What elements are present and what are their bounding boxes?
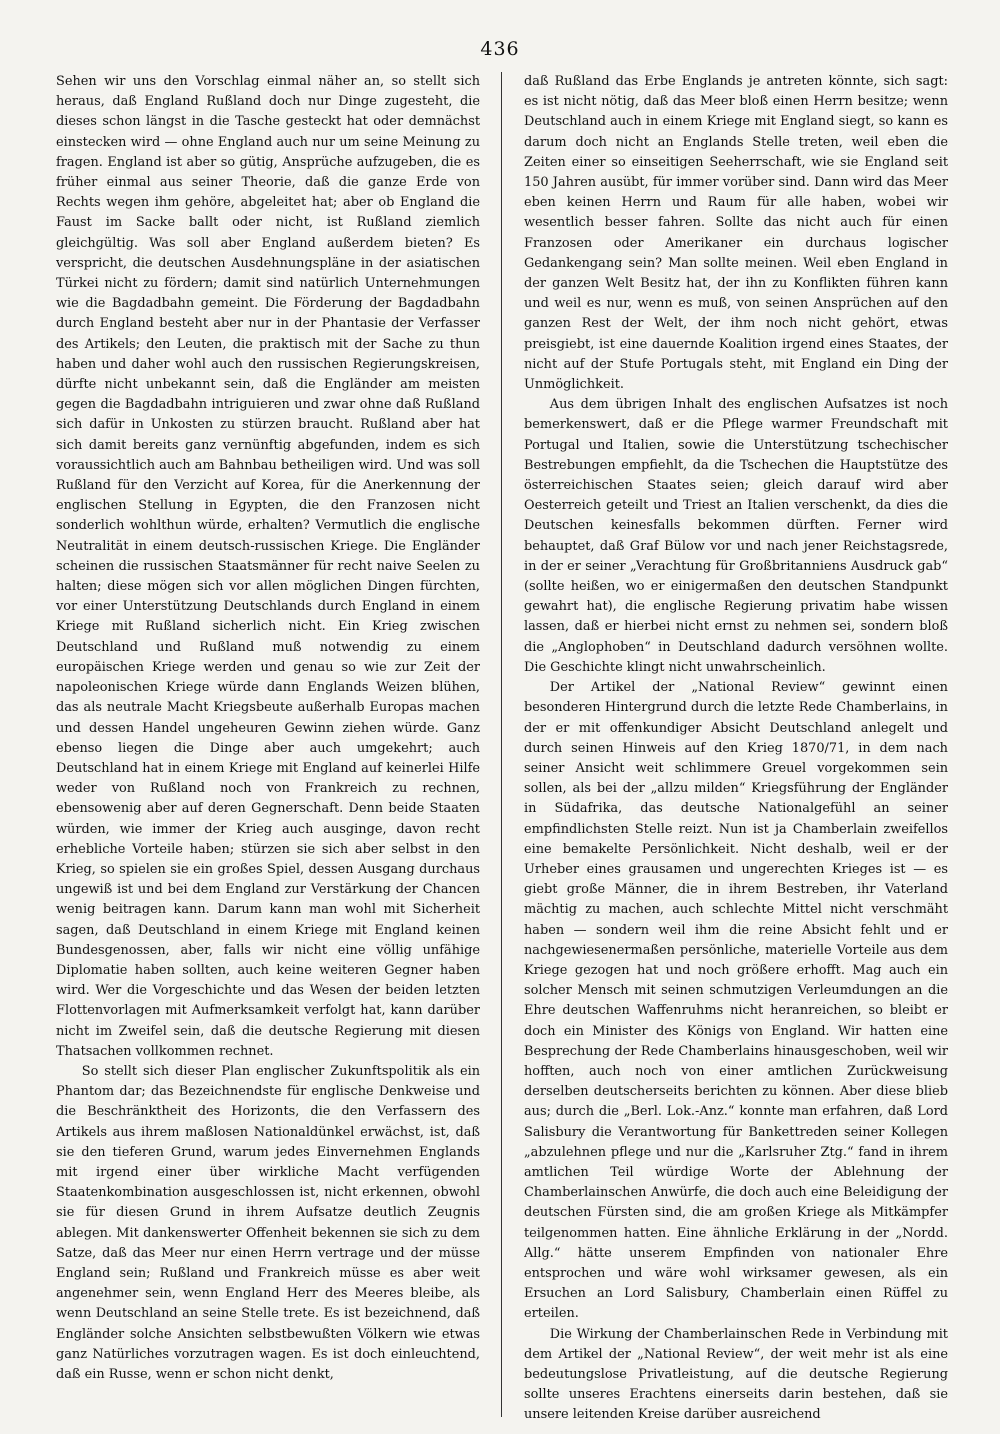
paragraph: So stellt sich dieser Plan englischer Zukunftspolitik als ein Phantom dar; das Bezeichnendste für englische Denkweise und die Beschränktheit des Horizonts, die den Verfassern des Artikels aus ihrem maßlosen Nationaldünkel erwächst, ist, daß sie den tieferen Grund, warum jedes Einvernehmen Englands mit irgend einer über wirkliche Macht verfügenden Staatenkombination ausgeschlossen ist, nicht erkennen, obwohl sie für diesen Grund in ihrem Aufsatze deutlich Zeugnis ablegen. Mit dankenswerter Offenheit bekennen sie sich zu dem Satze, daß das Meer nur einen Herrn vertrage und der müsse England sein; Rußland und Frankreich müsse es aber weit angenehmer sein, wenn England Herr des Meeres bleibe, als wenn Deutschland an seine Stelle trete. Es ist bezeichnend, daß Engländer solche Ansichten selbstbewußten Völkern wie etwas ganz Natürliches vorzutragen wagen. Es ist doch einleuchtend, daß ein Russe, wenn er schon nicht denkt, xyxy=(56,1063,480,1382)
right-column xyxy=(524,72,948,1422)
paragraph: daß Rußland das Erbe Englands je antreten könnte, sich sagt: es ist nicht nötig, daß das Meer bloß einen Herrn besitze; wenn Deutschland auch in einem Kriege mit England siegt, so kann es darum doch nicht an Englands Stelle treten, weil eben die Zeiten einer so einseitigen Seeherrschaft, wie sie England seit 150 Jahren ausübt, für immer vorüber sind. Dann wird das Meer eben keinen Herrn und Raum für alle haben, wobei wir wesentlich besser fahren. Sollte das nicht auch für einen Franzosen oder Amerikaner ein durchaus logischer Gedankengang sein? Man sollte meinen. Weil eben England in der ganzen Welt Besitz hat, der ihn zu Konflikten führen kann und weil es nur, wenn es muß, von seinen Ansprüchen auf den ganzen Rest der Welt, der ihm noch nicht gehört, etwas preisgiebt, ist eine dauernde Koalition irgend eines Staates, der nicht auf der Stufe Portugals steht, mit England ein Ding der Unmöglichkeit. xyxy=(524,74,948,393)
paragraph: Die Wirkung der Chamberlainschen Rede in Verbindung mit dem Artikel der „National Review“, der weit mehr ist als eine bedeutungslose Privatleistung, auf die deutsche Regierung sollte unseres Erachtens einerseits darin bestehen, daß sie unsere leitenden Kreise darüber ausreichend xyxy=(524,1326,948,1422)
paragraph: Sehen wir uns den Vorschlag einmal näher an, so stellt sich heraus, daß England Rußland doch nur Dinge zugesteht, die dieses schon längst in die Tasche gesteckt hat oder demnächst einstecken wird — ohne England auch nur um seine Meinung zu fragen. England ist aber so gütig, Ansprüche aufzugeben, die es früher einmal aus seiner Theorie, daß die ganze Erde von Rechts wegen ihm gehöre, abgeleitet hat; aber ob England die Faust im Sacke ballt oder nicht, ist Rußland ziemlich gleichgültig. Was soll aber England außerdem bieten? Es verspricht, die deutschen Ausdehnungspläne in der asiatischen Türkei nicht zu fördern; damit sind natürlich Unternehmungen wie die Bagdadbahn gemeint. Die Förderung der Bagdadbahn durch England besteht aber nur in der Phantasie der Verfasser des Artikels; den Leuten, die praktisch mit der Sache zu thun haben und daher wohl auch den russischen Regierungskreisen, dürfte nicht unbekannt sein, daß die Engländer am meisten gegen die Bagdadbahn intriguieren und zwar ohne daß Rußland sich dafür in Unkosten zu stürzen braucht. Rußland aber hat sich damit bereits ganz vernünftig abgefunden, indem es sich voraussichtlich auch am Bahnbau betheiligen wird. Und was soll Rußland für den Verzicht auf Korea, für die Anerkennung der englischen Stellung in Egypten, die den Franzosen nicht sonderlich wohlthun würde, erhalten? Vermutlich die englische Neutralität in einem deutsch-russischen Kriege. Die Engländer scheinen die russischen Staatsmänner für recht naive Seelen zu halten; diese mögen sich vor allen möglichen Dingen fürchten, vor einer Unterstützung Deutschlands durch England in einem Kriege mit Rußland sicherlich nicht. Ein Krieg zwischen Deutschland und Rußland muß notwendig zu einem europäischen Kriege werden und genau so wie zur Zeit der napoleonischen Kriege würde dann Englands Weizen blühen, das als neutrale Macht Kriegsbeute außerhalb Europas machen und dessen Handel ungeheuren Gewinn ziehen würde. Ganz ebenso liegen die Dinge aber auch umgekehrt; auch Deutschland hat in einem Kriege mit England auf keinerlei Hilfe weder von Rußland noch von Frankreich zu rechnen, ebensowenig aber auf deren Gegnerschaft. Denn beide Staaten würden, wie immer der Krieg auch ausginge, davon recht erhebliche Vorteile haben; stürzen sie sich aber selbst in den Krieg, so spielen sie ein großes Spiel, dessen Ausgang durchaus ungewiß ist und bei dem England zur Verstärkung der Chancen wenig beitragen kann. Darum kann man wohl mit Sicherheit sagen, daß Deutschland in einem Kriege mit England keinen Bundesgenossen, aber, falls wir nicht eine völlig unfähige Diplomatie haben sollten, auch keine weiteren Gegner haben wird. Wer die Vorgeschichte und das Wesen der beiden letzten Flottenvorlagen mit Aufmerksamkeit verfolgt hat, kann darüber nicht im Zweifel sein, daß die deutsche Regierung mit diesen Thatsachen vollkommen rechnet. xyxy=(56,74,480,1059)
paragraph: Der Artikel der „National Review“ gewinnt einen besonderen Hintergrund durch die letzte Rede Chamberlains, in der er mit offenkundiger Absicht Deutschland anlegelt und durch seinen Hinweis auf den Krieg 1870/71, in dem nach seiner Ansicht weit schlimmere Greuel vorgekommen sein sollen, als bei der „allzu milden“ Kriegsführung der Engländer in Südafrika, das deutsche Nationalgefühl an seiner empfindlichsten Stelle reizt. Nun ist ja Chamberlain zweifellos eine bemakelte Persönlichkeit. Nicht deshalb, weil er der Urheber eines grausamen und ungerechten Krieges ist — es giebt große Männer, die in ihrem Bestreben, ihr Vaterland mächtig zu machen, auch schlechte Mittel nicht verschmäht haben — sondern weil ihm die reine Absicht fehlt und er nachgewiesenermaßen persönliche, materielle Vorteile aus dem Kriege gezogen hat und noch größere erhofft. Mag auch ein solcher Mensch mit seinen schmutzigen Verleumdungen an die Ehre deutschen Waffenruhms nicht heranreichen, so bleibt er doch ein Minister des Königs von England. Wir hatten eine Besprechung der Rede Chamberlains hinausgeschoben, weil wir hofften, auch noch von einer amtlichen Zurückweisung derselben deutscherseits berichten zu können. Aber diese blieb aus; durch die „Berl. Lok.-Anz.“ konnte man erfahren, daß Lord Salisbury die Verantwortung für Bankettreden seiner Kollegen „abzulehnen pflege und nur die „Karlsruher Ztg.“ fand in ihrem amtlichen Teil würdige Worte der Ablehnung der Chamberlainschen Anwürfe, die doch auch eine Beleidigung der deutschen Fürsten sind, die am großen Kriege als Mitkämpfer teilgenommen hatten. Eine ähnliche Erklärung in der „Nordd. Allg.“ hätte unserem Empfinden von nationaler Ehre entsprochen und wäre wohl wirksamer gewesen, als ein Ersuchen an Lord Salisbury, Chamberlain einen Rüffel zu erteilen. xyxy=(524,680,948,1322)
column-divider xyxy=(501,72,502,1417)
paragraph: Aus dem übrigen Inhalt des englischen Aufsatzes ist noch bemerkenswert, daß er die Pflege warmer Freundschaft mit Portugal und Italien, sowie die Unterstützung tschechischer Bestrebungen empfiehlt, da die Tschechen die Hauptstütze des österreichischen Staates seien; gleich darauf wird aber Oesterreich geteilt und Triest an Italien verschenkt, da dies die Deutschen keinesfalls bekommen dürften. Ferner wird behauptet, daß Graf Bülow vor und nach jener Reichstagsrede, in der er seiner „Verachtung für Großbritanniens Ausdruck gab“ (sollte heißen, wo er einigermaßen den deutschen Standpunkt gewahrt hat), die englische Regierung privatim habe wissen lassen, daß er hierbei nicht ernst zu nehmen sei, sondern bloß die „Anglophoben“ in Deutschland dadurch versöhnen wollte. Die Geschichte klingt nicht unwahrscheinlich. xyxy=(524,397,948,675)
left-column xyxy=(56,72,480,1422)
page-number: 436 xyxy=(480,38,520,60)
